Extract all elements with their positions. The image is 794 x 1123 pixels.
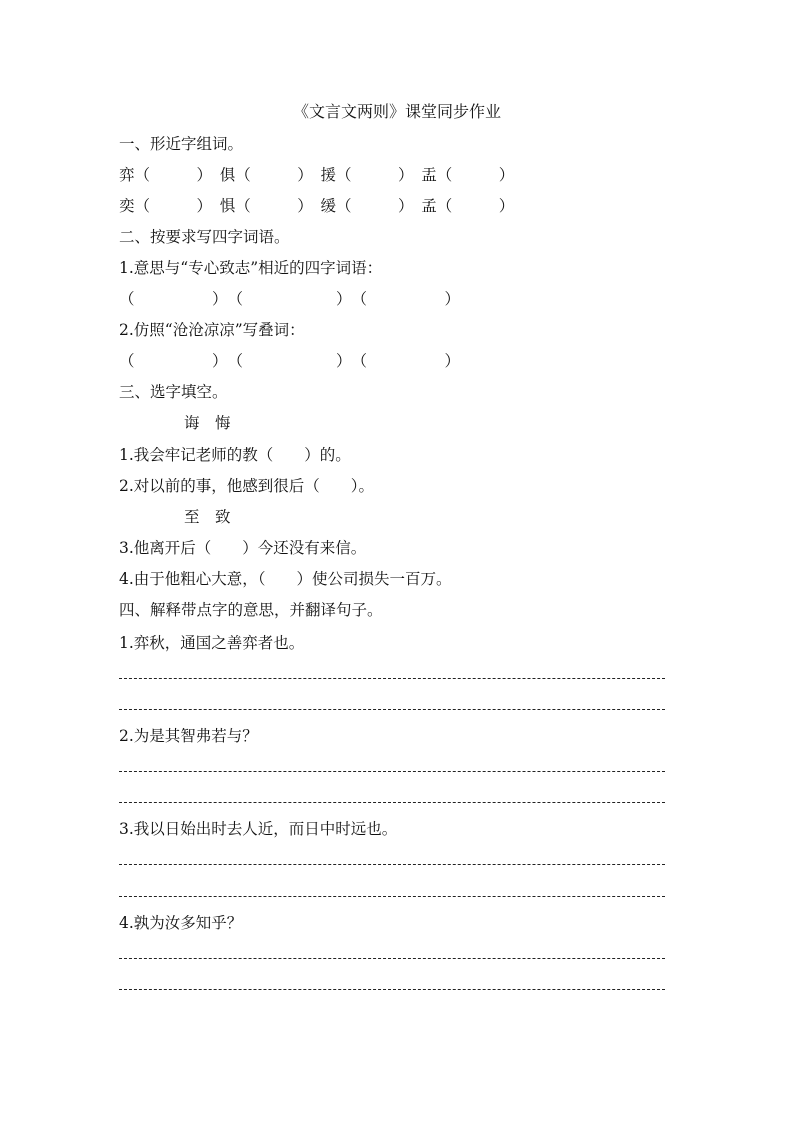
section3-q3: 3.他离开后（ ）今还没有来信。 (119, 539, 367, 557)
section3-q4: 4.由于他粗心大意，（ ）使公司损失一百万。 (119, 570, 452, 588)
section2-q1-blanks: （ ） （ ） （ ） (119, 290, 461, 308)
section4-q3: 3.我以日始出时去人近，而日中时远也。 (119, 820, 398, 838)
section1-row2: 奕（ ） 惧（ ） 缓（ ） 孟（ ） (119, 197, 515, 215)
answer-line (119, 958, 665, 959)
answer-line (119, 864, 665, 865)
section4-q2: 2.为是其智弗若与？ (119, 727, 258, 745)
answer-line (119, 678, 665, 679)
answer-line (119, 771, 665, 772)
section1-heading: 一、形近字组词。 (119, 135, 244, 153)
section2-q2: 2.仿照“沧沧凉凉”写叠词： (119, 321, 305, 339)
section2-q2-blanks: （ ） （ ） （ ） (119, 352, 461, 370)
section4-q1: 1.弈秋，通国之善弈者也。 (119, 634, 305, 652)
page-title: 《文言文两则》课堂同步作业 (292, 102, 501, 121)
section3-pair2: 至 致 (184, 508, 231, 526)
section3-q1: 1.我会牢记老师的教（ ）的。 (119, 446, 351, 464)
section1-row1: 弈（ ） 俱（ ） 援（ ） 盂（ ） (119, 166, 515, 184)
section3-heading: 三、选字填空。 (119, 383, 228, 401)
answer-line (119, 896, 665, 897)
section4-q4: 4.孰为汝多知乎？ (119, 914, 243, 932)
section3-q2: 2.对以前的事，他感到很后（ ）。 (119, 477, 375, 495)
section3-pair1: 诲 悔 (184, 414, 231, 432)
section2-heading: 二、按要求写四字词语。 (119, 228, 290, 246)
answer-line (119, 802, 665, 803)
section4-heading: 四、解释带点字的意思，并翻译句子。 (119, 601, 383, 619)
answer-line (119, 989, 665, 990)
answer-line (119, 709, 665, 710)
section2-q1: 1.意思与“专心致志”相近的四字词语： (119, 259, 383, 277)
